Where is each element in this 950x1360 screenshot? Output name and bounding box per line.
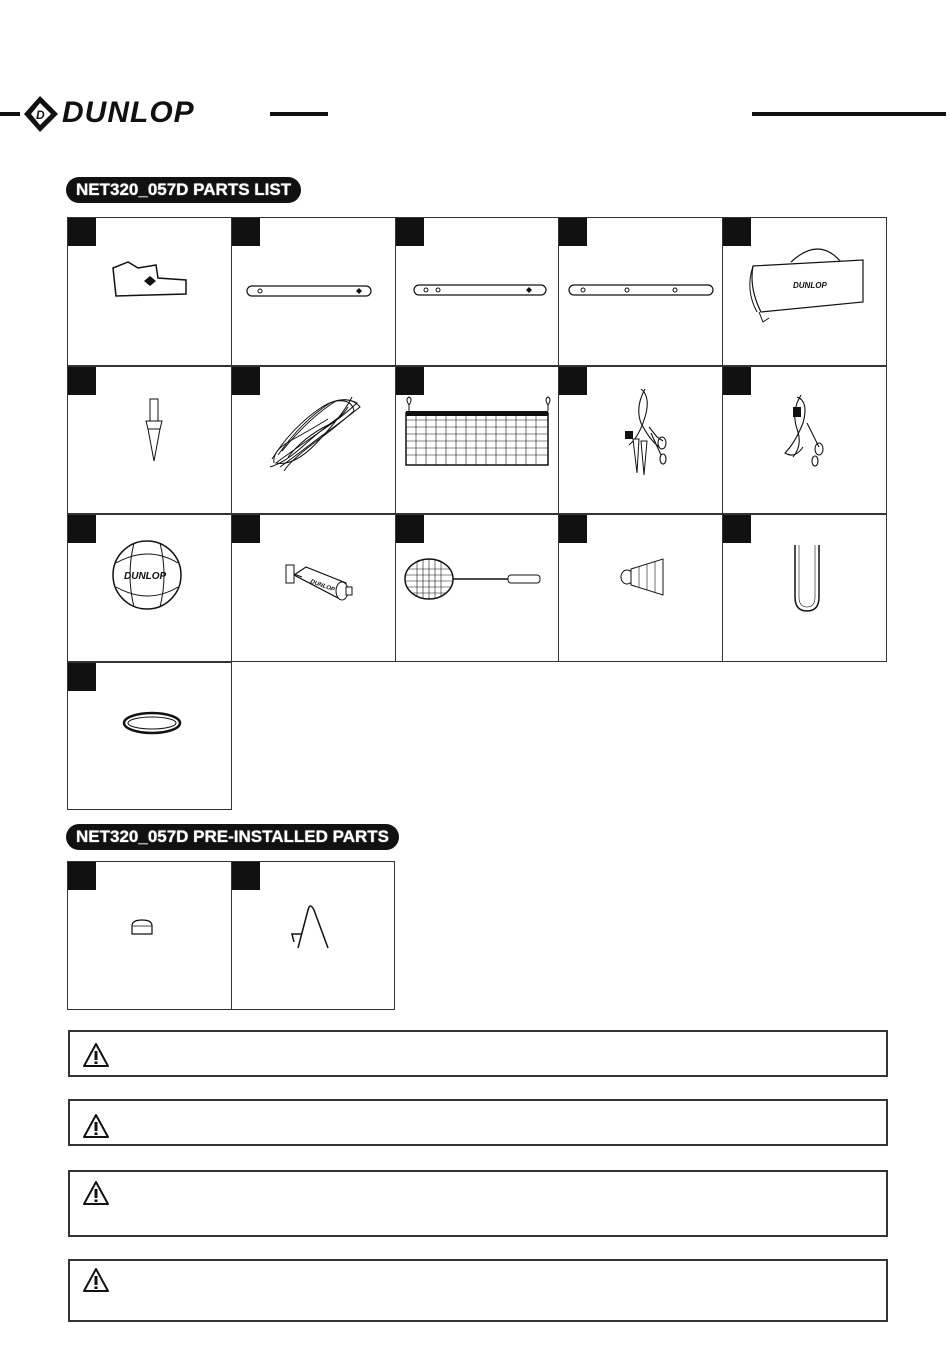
ball-icon [68,515,233,663]
end-cap-icon [68,862,233,1011]
svg-text:DUNLOP: DUNLOP [309,579,336,594]
svg-text:D: D [36,108,45,122]
carry-bag-icon [723,218,887,367]
dunlop-logo [22,94,262,138]
warning-icon [82,1042,110,1068]
part-cell [559,366,723,514]
part-cell [559,217,723,366]
svg-text:DUNLOP: DUNLOP [793,281,827,290]
u-peg-icon [723,515,887,663]
pre-installed-cell [67,861,232,1010]
guy-rope-with-stakes-icon [559,367,723,515]
shuttlecock-icon [559,515,723,663]
header-rule-right [752,112,946,116]
pole-tube-b-icon [396,218,559,367]
warning-box [68,1099,888,1146]
parts-list-title: NET320_057D PARTS LIST [66,177,301,203]
logo-wordmark: DUNLOP [62,96,195,129]
part-cell [559,514,723,662]
part-cell [396,514,559,662]
guy-rope-icon [723,367,887,515]
warning-box [68,1170,888,1237]
part-cell [67,662,232,810]
pre-installed-cell [232,861,395,1010]
pole-tube-c-icon [559,218,723,367]
pre-installed-grid [67,861,395,1010]
ground-stake-icon [68,367,233,515]
warning-box [68,1030,888,1077]
part-cell [723,366,887,514]
elastic-band-icon [68,663,233,811]
boundary-rope-icon [232,367,396,515]
part-cell [67,514,232,662]
part-cell [232,514,396,662]
part-cell [396,366,559,514]
part-cell [232,217,396,366]
pole-tube-a-icon [232,218,396,367]
part-cell [232,366,396,514]
net-icon [396,367,559,515]
warning-icon [82,1180,110,1206]
header-rule-middle [270,112,328,116]
parts-grid [67,217,887,810]
part-cell [723,514,887,662]
racket-icon [396,515,559,663]
pre-installed-title: NET320_057D PRE-INSTALLED PARTS [66,824,399,850]
part-cell [67,366,232,514]
dunlop-flying-d-icon [22,94,62,138]
warning-icon [82,1113,110,1139]
svg-text:DUNLOP: DUNLOP [124,571,167,582]
spring-clip-icon [232,862,395,1011]
header-rule-left [0,112,20,116]
warning-icon [82,1267,110,1293]
warning-box [68,1259,888,1322]
part-cell [396,217,559,366]
pump-icon [232,515,396,663]
pole-connector-icon [68,218,233,367]
part-cell [723,217,887,366]
part-cell [67,217,232,366]
